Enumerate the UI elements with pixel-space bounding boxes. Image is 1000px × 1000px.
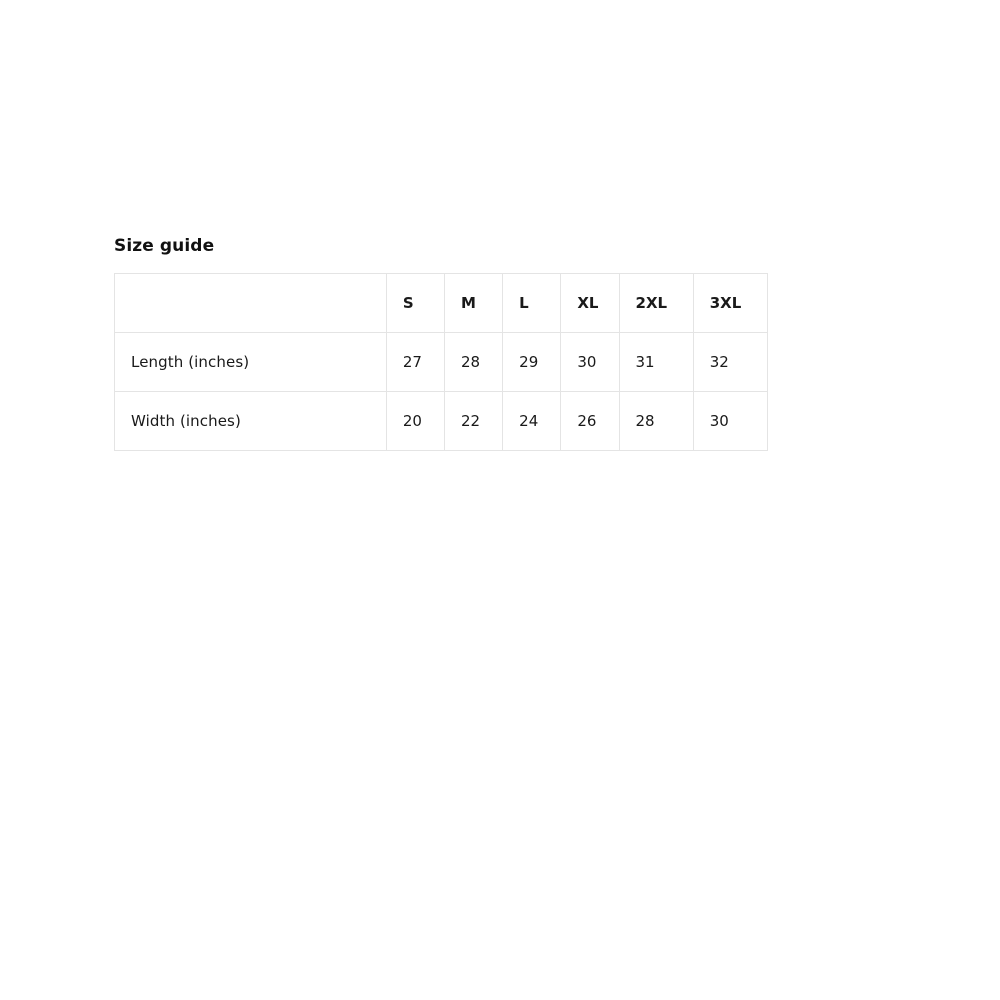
row-label-length: Length (inches) <box>115 333 387 392</box>
header-size-3xl: 3XL <box>693 274 767 333</box>
size-guide-table <box>114 273 768 451</box>
table-row <box>115 392 768 451</box>
cell-length-2xl: 31 <box>619 333 693 392</box>
cell-width-s: 20 <box>386 392 444 451</box>
cell-length-l: 29 <box>503 333 561 392</box>
header-corner-cell <box>115 274 387 333</box>
table-header-row <box>115 274 768 333</box>
cell-length-3xl: 32 <box>693 333 767 392</box>
header-size-xl: XL <box>561 274 619 333</box>
header-size-m: M <box>445 274 503 333</box>
size-guide-table-head <box>115 274 768 333</box>
size-guide-section <box>114 236 768 451</box>
row-label-width: Width (inches) <box>115 392 387 451</box>
cell-width-2xl: 28 <box>619 392 693 451</box>
header-size-2xl: 2XL <box>619 274 693 333</box>
cell-length-m: 28 <box>445 333 503 392</box>
cell-width-3xl: 30 <box>693 392 767 451</box>
cell-length-s: 27 <box>386 333 444 392</box>
header-size-l: L <box>503 274 561 333</box>
cell-length-xl: 30 <box>561 333 619 392</box>
cell-width-l: 24 <box>503 392 561 451</box>
size-guide-table-body <box>115 333 768 451</box>
size-guide-title: Size guide <box>114 236 215 256</box>
cell-width-m: 22 <box>445 392 503 451</box>
header-size-s: S <box>386 274 444 333</box>
cell-width-xl: 26 <box>561 392 619 451</box>
table-row <box>115 333 768 392</box>
